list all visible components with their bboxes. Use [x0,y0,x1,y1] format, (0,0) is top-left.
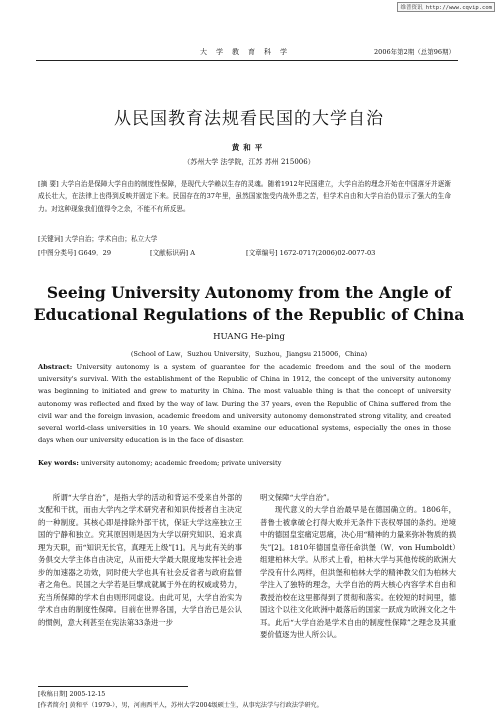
body-paragraph: 明文保障“大学自治”。 [260,493,335,502]
article-number: [文章编号] 1672-0717(2006)02-0077-03 [246,249,376,257]
title-english-line2: Educational Regulations of the Republic of China [33,305,465,324]
abstract-english-label: Abstract: [38,363,73,371]
author-bio-text: 黄和平（1979-），男，河南西平人，苏州大学2004级硕士生，从事宪法学与行政法学研究。 [69,702,323,709]
affiliation-chinese: （苏州大学 法学院，江苏 苏州 215006） [183,158,315,166]
author-chinese: 黄和平 [231,143,267,152]
author-english: HUANG He-ping [213,332,285,342]
body-paragraph: 现代意义的大学自治最早是在德国确立的。1806年，普鲁士被拿破仑打得大败并无条件下丧权辱国的条约。逆境中的德国皇室痛定思痛，决心用“精神的力量来弥补物质的损失”[2]。1810年德国皇帝任命洪堡（W．von Humboldt）组建柏林大学。从形式上看，柏林大学与其他传统的欧洲大学没有什么两样，但洪堡和柏林大学的精神教父们为柏林大学注入了独特的理念，大学自治的两大核心内容学术自由和教授治校在这里都得到了贯彻和落实。在较短的时间里，德国这个以往文化欧洲中最落后的国家一跃成为欧洲文化之牛耳。此后“大学自治是学术自由的制度性保障”之理念及其重要价值逐为世人所公认。 [260,505,456,639]
issue-info: 2006年第2期（总第96期） [374,48,455,56]
document-code: [文献标识码] A [150,249,195,257]
author-bio-label: [作者简介] [38,702,68,709]
footnote-received [38,689,458,698]
keywords-english-label: Key words: [38,459,79,467]
abstract-chinese [38,178,451,215]
body-column-right [260,492,456,641]
footnote-rule [38,686,188,687]
abstract-english [38,361,451,446]
journal-name: 大学教育科学 [200,48,296,56]
received-label: [收稿日期] [38,691,68,698]
clc-code: [中图分类号] G649．29 [38,249,112,257]
keywords-text: 大学自治；学术自由；私立大学 [65,235,158,243]
source-watermark: 维普资讯 http://www.cqvip.com [397,2,495,12]
keywords-label: [关键词] [38,235,63,243]
title-english-line1: Seeing University Autonomy from the Angle of [46,283,452,302]
body-column-left [38,492,242,629]
classification-row [38,247,451,259]
abstract-text: 大学自治是保障大学自由的制度性保障，是现代大学赖以生存的灵魂。随着1912年民国建立，大学自治的理念开始在中国落牙并逐渐成长壮大，在法律上也得到反映并固定下来。民国存在的37年里，虽然国家饱受内战外患之苦，但学术自由和大学自治仍显示了强大的生命力。对这种现象我们值得令之余，不能不有所反思。 [38,180,451,213]
body-paragraph: 所谓“大学自治”，是指大学的活动和背运不受来自外部的支配和干扰，而由大学内之学术研究者和知识传授者自主决定的一种制度。其核心即是排除外部干扰，保证大学这座独立王国的宁静和独立。究其原因则是因为大学以研究知识、追求真理为天职，而“知识无长官，真理无上级”[1]。凡与此有关的事务俱交大学主体自由决定，从而使大学最大限度地发挥社会进步的加速器之功效，同时使大学也具有社会反省者与政府监督者之角色。民国之大学若是巨擘成就属于外在的权威或势力，充当所保障的学术自由则形同虚设。由此可见，大学自治实为学术自由的制度性保障。目前在世界各国，大学自治已是公认的惯例，意大利甚至在宪法第33条进一步 [38,493,242,627]
received-date: 2005-12-15 [69,691,106,698]
abstract-label: [摘 要] [38,180,59,188]
keywords-english-text: university autonomy; academic freedom; private university [78,459,282,467]
title-chinese: 从民国教育法规看民国的大学自治 [114,109,384,129]
title-english [0,282,498,326]
keywords-chinese [38,233,451,243]
abstract-english-text: University autonomy is a system of guarantee for the academic freedom and the soul of the modern university's survival. With the establishment of the Republic of China in 1912, the concept of the university autonomy was beginning to initiated and grew to maturity in China. The most valuable thing is that the concept of university autonomy was reflected and fixed by the way of law. During the 37 years, even the Republic of China suffered from the civil war and the foreign invasion, academic freedom and university autonomy demonstrated strong vitality, and created several world-class universities in 10 years. We should examine our educational systems, especially the ones in those days when our university education is in the face of disaster. [38,363,451,445]
keywords-english [38,459,451,467]
footnote-author [38,700,458,709]
header-rule [36,60,458,61]
affiliation-english: (School of Law，Suzhou University，Suzhou，Jiangsu 215006，China) [130,350,368,358]
